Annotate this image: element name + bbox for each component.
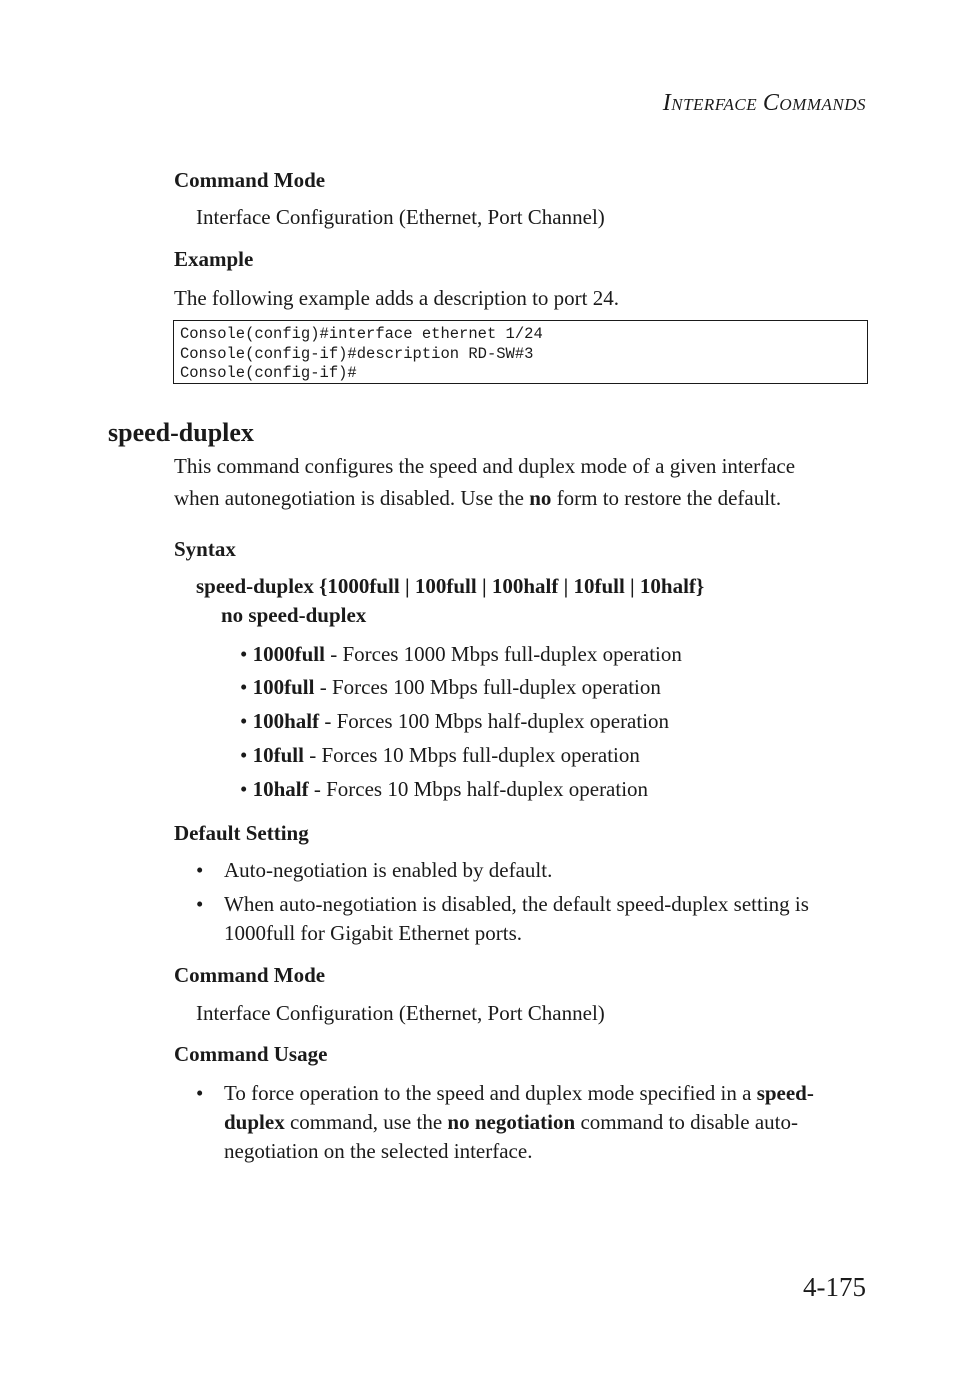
option-name: 10full	[252, 743, 304, 767]
description-line: This command configures the speed and duplex mode of a given interface	[174, 454, 796, 478]
syntax-no-line: no speed-duplex	[221, 603, 367, 627]
running-header: INTERFACE COMMANDS	[662, 90, 866, 116]
syntax-heading: Syntax	[174, 537, 236, 561]
option-item	[240, 675, 661, 700]
option-desc: - Forces 10 Mbps full-duplex operation	[303, 743, 640, 767]
option-item	[240, 777, 648, 802]
code-line: Console(config-if)#	[180, 364, 357, 382]
no-keyword: no	[529, 486, 552, 510]
command-mode-text: Interface Configuration (Ethernet, Port Channel)	[196, 205, 605, 229]
page-number: 4-175	[803, 1272, 866, 1302]
syntax-line: speed-duplex {1000full | 100full | 100half | 10full | 10half}	[196, 574, 705, 598]
default-setting-heading: Default Setting	[174, 821, 309, 845]
command-mode-text-2: Interface Configuration (Ethernet, Port Channel)	[196, 1001, 605, 1025]
bullet: •	[196, 892, 204, 916]
no-negotiation-keyword: no negotiation	[447, 1110, 576, 1134]
command-mode-heading: Command Mode	[174, 168, 326, 192]
option-item	[240, 709, 669, 734]
option-desc: - Forces 100 Mbps full-duplex operation	[314, 675, 661, 699]
option-desc: - Forces 10 Mbps half-duplex operation	[308, 777, 649, 801]
option-desc: - Forces 1000 Mbps full-duplex operation	[324, 642, 682, 666]
bullet: •	[240, 642, 248, 666]
description-line: when autonegotiation is disabled. Use the no form to restore the default.	[174, 486, 782, 510]
speed-duplex-description	[174, 451, 874, 513]
bullet: •	[196, 858, 204, 882]
code-example-block	[173, 320, 868, 384]
option-name: 100full	[252, 675, 315, 699]
example-text: The following example adds a description to port 24.	[174, 286, 619, 310]
bullet: •	[240, 709, 248, 733]
example-heading: Example	[174, 247, 254, 271]
command-usage-heading: Command Usage	[174, 1042, 328, 1066]
bullet: •	[240, 675, 248, 699]
option-name: 1000full	[252, 642, 325, 666]
option-desc: - Forces 100 Mbps half-duplex operation	[319, 709, 670, 733]
bullet: •	[240, 743, 248, 767]
code-line: Console(config)#interface ethernet 1/24	[180, 325, 543, 343]
speed-duplex-keyword: speed-duplex	[224, 1081, 814, 1134]
bullet: •	[240, 777, 248, 801]
option-item	[240, 642, 682, 667]
option-item	[240, 743, 640, 768]
code-line: Console(config-if)#description RD-SW#3	[180, 344, 534, 363]
bullet: •	[196, 1081, 204, 1105]
speed-duplex-title: speed-duplex	[108, 418, 254, 447]
option-name: 100half	[252, 709, 320, 733]
command-mode-heading-2: Command Mode	[174, 963, 326, 987]
option-name: 10half	[252, 777, 309, 801]
